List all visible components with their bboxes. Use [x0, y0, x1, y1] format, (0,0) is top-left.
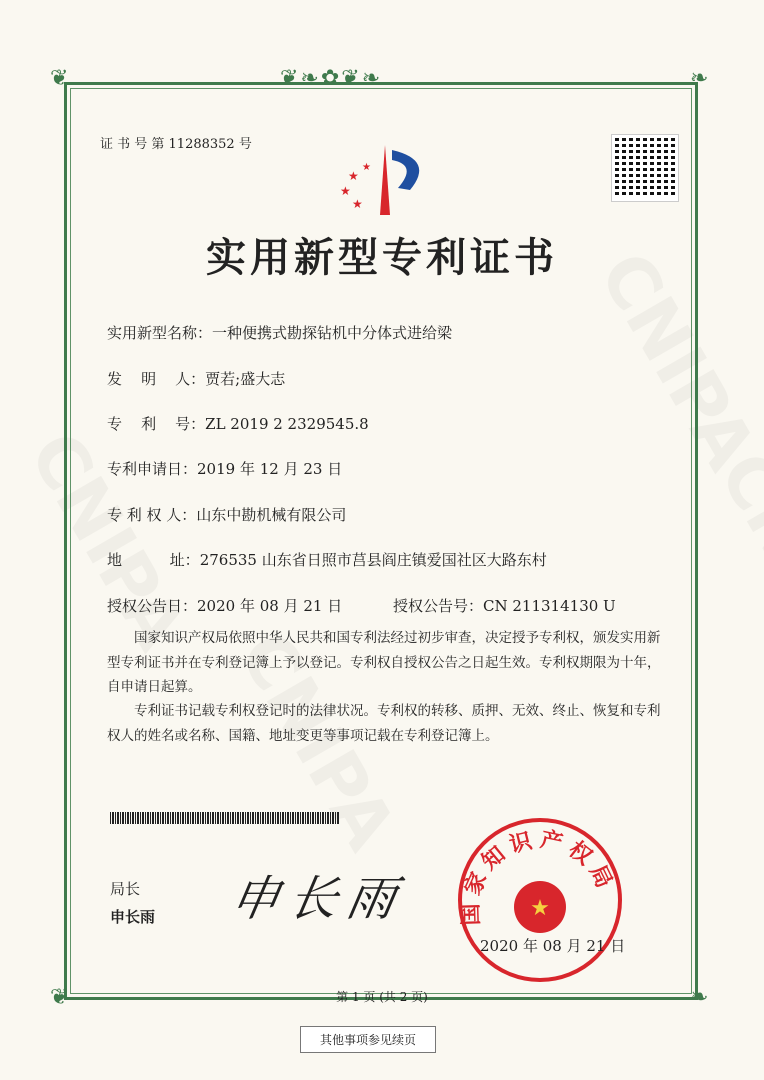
certificate-number: 证 书 号 第 11288352 号 [100, 137, 252, 152]
field-value: CN 211314130 U [483, 597, 616, 615]
svg-text:★: ★ [530, 896, 550, 921]
field-label: 发 明 人： [107, 370, 206, 388]
corner-ornament-icon: ❧ [690, 66, 711, 91]
top-ornament-icon: ❦❧✿❦❧ [280, 66, 383, 91]
field-value: 2019 年 12 月 23 日 [197, 460, 343, 478]
page-indicator: 第 1 页 (共 2 页) [336, 990, 428, 1004]
seal-text: 国家知识产权局 [457, 826, 620, 926]
cnipa-logo-icon [330, 140, 440, 220]
field-inventor [107, 368, 285, 389]
svg-text:★: ★ [352, 197, 363, 211]
field-label: 授权公告日： [107, 597, 198, 615]
field-announcement-number [393, 595, 616, 616]
official-seal-icon [455, 815, 625, 985]
svg-text:★: ★ [348, 169, 359, 183]
field-address [107, 549, 547, 570]
barcode-icon [110, 812, 340, 824]
corner-ornament-icon: ❦ [50, 985, 71, 1010]
svg-text:★: ★ [340, 184, 351, 198]
field-value: 276535 山东省日照市莒县阎庄镇爱国社区大路东村 [199, 551, 547, 569]
field-label: 专 利 权 人： [107, 506, 197, 524]
corner-ornament-icon: ❦ [50, 66, 71, 91]
field-value: ZL 2019 2 2329545.8 [205, 415, 369, 433]
field-grant-date [107, 595, 342, 616]
field-name [107, 322, 452, 343]
field-label: 地 址： [107, 551, 200, 569]
page-title: 实用新型专利证书 [206, 234, 558, 281]
field-value: 2020 年 08 月 21 日 [197, 597, 343, 615]
director-title: 局长 [110, 880, 141, 898]
seal-date: 2020 年 08 月 21 日 [480, 937, 626, 955]
corner-ornament-icon: ❧ [690, 985, 711, 1010]
field-patent-number [107, 413, 369, 434]
field-label: 专利申请日： [107, 460, 198, 478]
continued-note: 其他事项参见续页 [300, 1026, 436, 1053]
field-label: 专 利 号： [107, 415, 206, 433]
field-application-date [107, 458, 342, 479]
svg-text:★: ★ [362, 162, 371, 173]
field-label: 授权公告号： [393, 597, 484, 615]
director-signature: 申长雨 [226, 871, 411, 927]
field-value: 贾若;盛大志 [205, 370, 286, 388]
watermark [703, 439, 764, 684]
field-value: 一种便携式勘探钻机中分体式进给梁 [212, 324, 453, 342]
field-value: 山东中勘机械有限公司 [196, 506, 347, 524]
qr-code-icon [612, 135, 678, 201]
statement-paragraph: 专利证书记载专利权登记时的法律状况。专利权的转移、质押、无效、终止、恢复和专利权人的姓名或名称、国籍、地址变更等事项记载在专利登记簿上。 [107, 703, 661, 744]
director-name: 申长雨 [110, 908, 156, 926]
field-patentee [107, 504, 346, 525]
field-label: 实用新型名称： [107, 324, 213, 342]
statement-paragraph: 国家知识产权局依照中华人民共和国专利法经过初步审查，决定授予专利权，颁发实用新型专利证书并在专利登记簿上予以登记。专利权自授权公告之日起生效。专利权期限为十年，自申请日起算。 [107, 630, 661, 695]
